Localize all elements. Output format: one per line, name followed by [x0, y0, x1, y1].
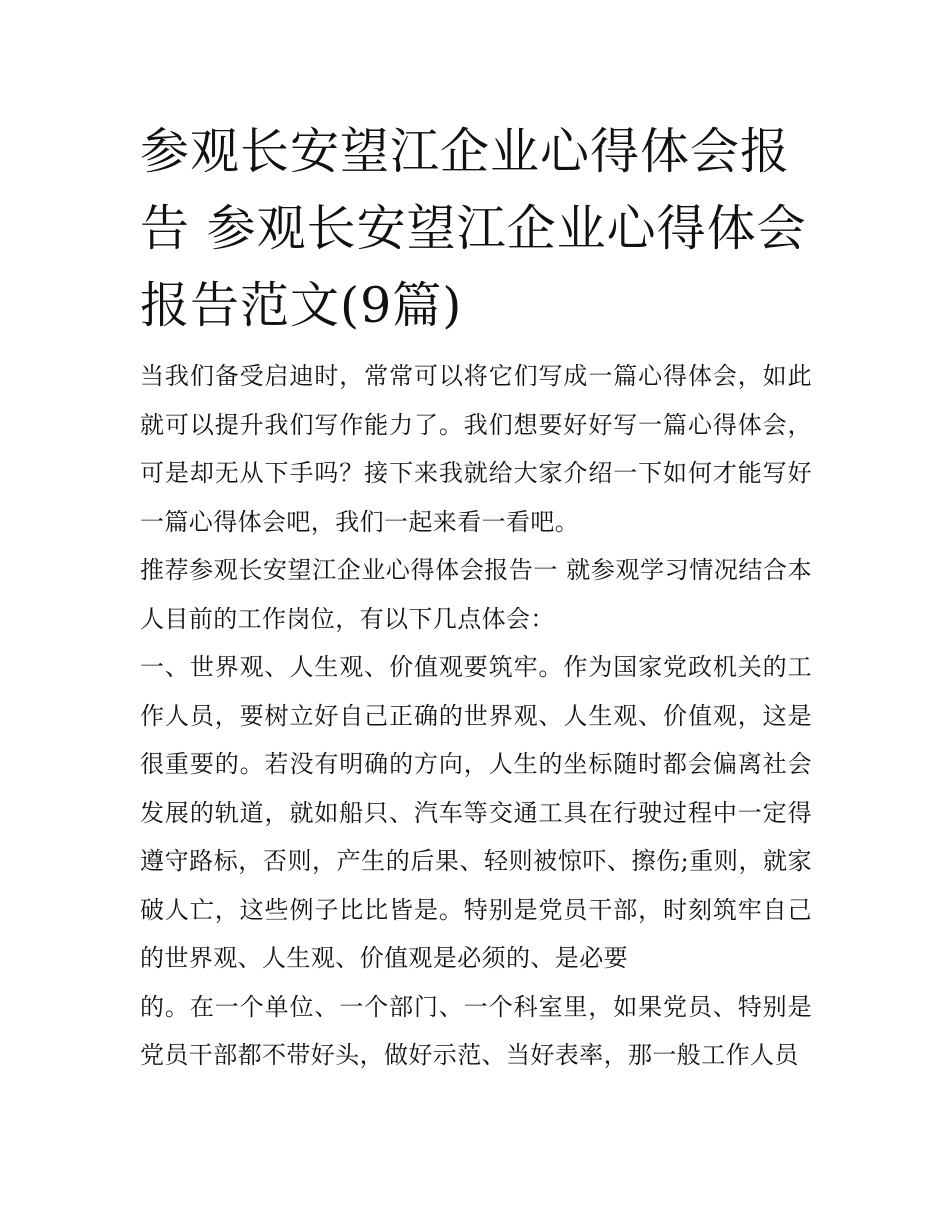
document-title: 参观长安望江企业心得体会报告 参观长安望江企业心得体会报告范文(9篇)	[140, 123, 807, 334]
paragraph-recommend: 推荐参观长安望江企业心得体会报告一 就参观学习情况结合本人目前的工作岗位，有以下几点体会：	[140, 556, 812, 633]
document-page	[140, 113, 812, 1080]
paragraph-intro: 当我们备受启迪时，常常可以将它们写成一篇心得体会，如此就可以提升我们写作能力了。我们想要好好写一篇心得体会，可是却无从下手吗？接下来我就给大家介绍一下如何才能写好一篇心得体会吧，我们一起来看一看吧。	[140, 362, 812, 536]
paragraph-continuation: 的。在一个单位、一个部门、一个科室里，如果党员、特别是党员干部都不带好头，做好示范、当好表率，那一般工作人员	[140, 992, 812, 1069]
paragraph-point-one: 一、世界观、人生观、价值观要筑牢。作为国家党政机关的工作人员，要树立好自己正确的世界观、人生观、价值观，这是很重要的。若没有明确的方向，人生的坐标随时都会偏离社会发展的轨道，就如船只、汽车等交通工具在行驶过程中一定得遵守路标，否则，产生的后果、轻则被惊吓、擦伤;重则，就家破人亡，这些例子比比皆是。特别是党员干部，时刻筑牢自己的世界观、人生观、价值观是必须的、是必要	[140, 653, 812, 972]
